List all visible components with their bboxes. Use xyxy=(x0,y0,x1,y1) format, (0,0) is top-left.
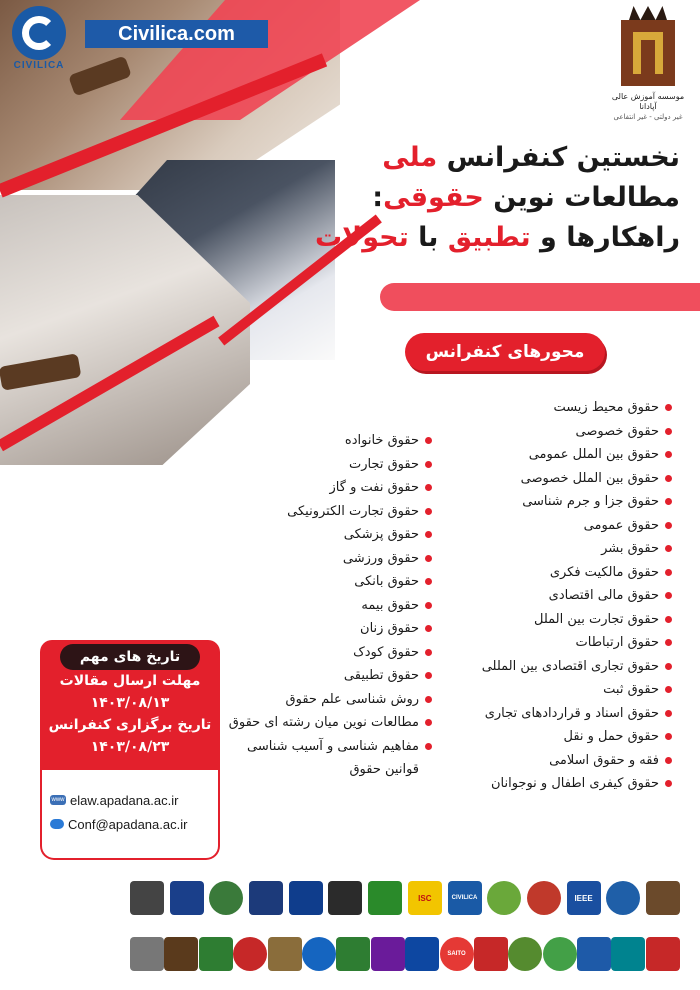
topic-item xyxy=(229,500,432,524)
topic-label: مفاهیم شناسی و آسیب شناسی xyxy=(247,738,419,754)
topic-label: حقوق ورزشی xyxy=(342,550,419,566)
topic-item xyxy=(482,537,672,561)
topic-item xyxy=(229,453,432,477)
topic-item xyxy=(482,725,672,749)
topic-label: حقوق مالی اقتصادی xyxy=(548,588,659,603)
bullet-icon xyxy=(425,461,432,468)
institute-subtitle: غیر دولتی - غیر انتفاعی xyxy=(613,112,683,121)
bullet-icon xyxy=(425,719,432,726)
topic-label: حقوق ارتباطات xyxy=(575,635,659,650)
topic-item xyxy=(229,594,432,618)
web-icon: www xyxy=(51,797,65,803)
submission-deadline-date: ۱۴۰۳/۰۸/۱۳ xyxy=(90,695,170,711)
sponsor-logo xyxy=(199,937,233,971)
topic-label: حقوق تجاری اقتصادی بین المللی xyxy=(481,658,659,674)
topic-label: حقوق اسناد و قراردادهای تجاری xyxy=(484,705,659,721)
topic-item xyxy=(229,641,432,665)
email-icon xyxy=(50,819,64,829)
topic-item xyxy=(229,711,432,735)
topic-item xyxy=(229,758,432,782)
sponsor-logo xyxy=(336,937,370,971)
topic-item xyxy=(482,702,672,726)
sponsor-logos xyxy=(130,872,680,984)
sponsor-logo xyxy=(487,881,521,915)
conference-title xyxy=(260,138,680,258)
bullet-icon xyxy=(425,484,432,491)
topic-label: حقوق مالکیت فکری xyxy=(549,564,659,580)
bullet-icon xyxy=(425,602,432,609)
conference-axes-heading: محورهای کنفرانس xyxy=(405,333,605,371)
bullet-icon xyxy=(665,686,672,693)
topic-label: حقوق خانواده xyxy=(344,433,419,448)
topic-item xyxy=(482,443,672,467)
bullet-icon xyxy=(665,757,672,764)
topic-label: حقوق حمل و نقل xyxy=(563,729,659,744)
topic-label: حقوق ثبت xyxy=(603,682,659,697)
topic-item xyxy=(482,608,672,632)
topic-item xyxy=(482,678,672,702)
topic-label: حقوق بین الملل خصوصی xyxy=(520,470,659,486)
topic-label: فقه و حقوق اسلامی xyxy=(549,752,659,768)
topic-label: حقوق محیط زیست xyxy=(553,400,659,415)
topic-item xyxy=(482,490,672,514)
topic-label: حقوق بیمه xyxy=(361,597,419,613)
topic-label: حقوق نفت و گاز xyxy=(329,480,419,495)
bullet-icon xyxy=(665,616,672,623)
bullet-icon xyxy=(665,475,672,482)
decorative-pink-bar xyxy=(380,283,700,311)
bullet-icon xyxy=(425,578,432,585)
conference-date: ۱۴۰۳/۰۸/۲۳ xyxy=(90,739,170,755)
topic-item xyxy=(229,476,432,500)
sponsor-logo-row xyxy=(130,928,680,980)
sponsor-logo xyxy=(577,937,611,971)
isc-logo: ISC xyxy=(408,881,442,915)
bullet-icon xyxy=(665,404,672,411)
bullet-icon xyxy=(665,639,672,646)
topic-item xyxy=(482,514,672,538)
topic-item xyxy=(229,617,432,641)
topic-label: حقوق کودک xyxy=(353,644,419,660)
topic-item xyxy=(229,570,432,594)
topics-list-left xyxy=(229,429,432,782)
sponsor-logo xyxy=(302,937,336,971)
topic-label: حقوق تجارت بین الملل xyxy=(534,611,659,627)
bullet-icon xyxy=(665,663,672,670)
title-line-1: نخستین کنفرانس ملی xyxy=(382,142,680,173)
submission-deadline-label: مهلت ارسال مقالات xyxy=(59,673,201,689)
sponsor-logo xyxy=(611,937,645,971)
sponsor-logo xyxy=(170,881,204,915)
sponsor-logo xyxy=(646,881,680,915)
topics-list-right xyxy=(482,396,672,796)
title-line-3: راهکارها و تطبیق با تحولات xyxy=(314,222,680,253)
conference-date-label: تاریخ برگزاری کنفرانس xyxy=(48,717,212,733)
sponsor-logo xyxy=(405,937,439,971)
sponsor-logo xyxy=(606,881,640,915)
bullet-icon xyxy=(425,672,432,679)
topic-item xyxy=(482,584,672,608)
bullet-icon xyxy=(665,780,672,787)
sponsor-logo xyxy=(527,881,561,915)
bullet-icon xyxy=(425,649,432,656)
topic-label: حقوق تطبیقی xyxy=(343,668,419,683)
important-dates-heading: تاریخ های مهم xyxy=(60,644,200,670)
topic-item xyxy=(229,429,432,453)
bullet-icon xyxy=(665,733,672,740)
sponsor-logo-row xyxy=(130,872,680,924)
topic-item xyxy=(229,688,432,712)
topic-label: حقوق کیفری اطفال و نوجوانان xyxy=(490,776,659,791)
saito-logo: SAITO xyxy=(440,937,474,971)
bullet-icon xyxy=(665,592,672,599)
sponsor-logo xyxy=(130,881,164,915)
bullet-icon xyxy=(665,545,672,552)
sponsor-logo xyxy=(164,937,198,971)
topic-item xyxy=(229,547,432,571)
website-link[interactable]: elaw.apadana.ac.ir xyxy=(70,792,179,808)
topic-item xyxy=(229,735,432,759)
bullet-icon xyxy=(425,531,432,538)
topic-label: حقوق بین الملل عمومی xyxy=(528,447,659,462)
topic-item xyxy=(482,420,672,444)
ieee-logo: IEEE xyxy=(567,881,601,915)
civilica-logo-text: CIVILICA xyxy=(13,60,65,71)
topic-item xyxy=(482,631,672,655)
civilica-logo[interactable] xyxy=(6,6,72,72)
sponsor-logo xyxy=(646,937,680,971)
sponsor-logo xyxy=(543,937,577,971)
sponsor-logo xyxy=(474,937,508,971)
email-link[interactable]: Conf@apadana.ac.ir xyxy=(68,816,188,832)
topic-item xyxy=(229,664,432,688)
topic-label: حقوق عمومی xyxy=(583,517,659,533)
bullet-icon xyxy=(425,743,432,750)
sponsor-logo xyxy=(209,881,243,915)
apadana-emblem-icon xyxy=(619,6,677,86)
bullet-icon xyxy=(665,451,672,458)
bullet-icon xyxy=(665,569,672,576)
topic-label: حقوق خصوصی xyxy=(575,423,659,439)
bullet-icon xyxy=(665,498,672,505)
topic-label: حقوق جزا و جرم شناسی xyxy=(522,494,659,509)
bullet-icon xyxy=(425,625,432,632)
topic-item xyxy=(482,561,672,585)
institute-name: موسسه آموزش عالی آپادانا xyxy=(611,92,685,112)
topic-item xyxy=(482,772,672,796)
bullet-icon xyxy=(665,522,672,529)
sponsor-logo xyxy=(233,937,267,971)
sponsor-logo xyxy=(249,881,283,915)
important-dates-box xyxy=(40,640,220,770)
bullet-icon xyxy=(425,696,432,703)
apadana-institute-logo xyxy=(608,6,688,136)
topic-label: قوانین حقوق xyxy=(349,762,419,777)
bullet-icon xyxy=(425,508,432,515)
sponsor-logo xyxy=(130,937,164,971)
sponsor-logo xyxy=(268,937,302,971)
topic-item xyxy=(482,467,672,491)
topic-label: مطالعات نوین میان رشته ای حقوق xyxy=(228,715,419,730)
sponsor-logo xyxy=(289,881,323,915)
civilica-sponsor-logo: CIVILICA xyxy=(448,881,482,915)
bullet-icon xyxy=(665,428,672,435)
topic-label: حقوق بشر xyxy=(601,541,659,556)
topic-item xyxy=(482,749,672,773)
topic-label: حقوق بانکی xyxy=(354,574,419,589)
topic-label: حقوق تجارت xyxy=(348,456,419,472)
topic-label: حقوق زنان xyxy=(360,621,419,636)
topic-item xyxy=(229,523,432,547)
contact-box xyxy=(40,770,220,860)
title-line-2: مطالعات نوین حقوقی: xyxy=(372,182,680,213)
topic-label: روش شناسی علم حقوق xyxy=(285,691,419,707)
topic-label: حقوق پزشکی xyxy=(343,527,419,542)
sponsor-logo xyxy=(508,937,542,971)
topic-label: حقوق تجارت الکترونیکی xyxy=(287,503,419,519)
topic-item xyxy=(482,655,672,679)
topic-item xyxy=(482,396,672,420)
civilica-c-icon xyxy=(12,6,66,60)
sponsor-logo xyxy=(368,881,402,915)
bullet-icon xyxy=(425,437,432,444)
sponsor-logo xyxy=(371,937,405,971)
bullet-icon xyxy=(665,710,672,717)
bullet-icon xyxy=(425,555,432,562)
civilica-site-link[interactable]: Civilica.com xyxy=(85,20,268,48)
sponsor-logo xyxy=(328,881,362,915)
